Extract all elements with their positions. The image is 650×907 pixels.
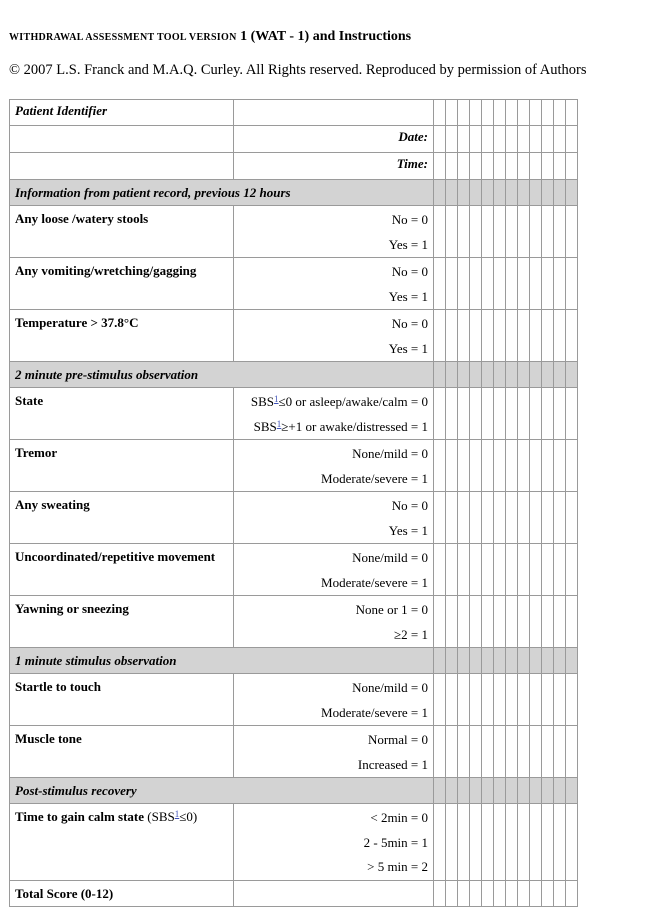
item-options: None/mild = 0 Moderate/severe = 1 [234,674,434,726]
score-entry-cell[interactable] [530,596,542,648]
score-entry-cell[interactable] [518,310,530,362]
score-entry-cell [434,180,446,206]
time-label: Time: [234,153,434,180]
score-entry-cell[interactable] [470,310,482,362]
score-entry-cell[interactable] [458,388,470,440]
score-entry-cell[interactable] [470,440,482,492]
score-entry-cell[interactable] [458,440,470,492]
section-post-stimulus-label: Post-stimulus recovery [10,778,434,804]
score-entry-cell [434,648,446,674]
score-entry-cell[interactable] [506,804,518,881]
score-entry-cell[interactable] [518,440,530,492]
score-entry-cell[interactable] [458,310,470,362]
score-entry-cell [542,778,554,804]
score-entry-cell[interactable] [530,674,542,726]
score-entry-cell[interactable] [506,126,518,153]
item-options: Normal = 0 Increased = 1 [234,726,434,778]
score-entry-cell[interactable] [494,388,506,440]
score-entry-cell[interactable] [530,440,542,492]
score-entry-cell[interactable] [542,206,554,258]
score-entry-cell[interactable] [446,388,458,440]
score-entry-cell[interactable] [458,126,470,153]
score-entry-cell[interactable] [518,153,530,180]
score-entry-cell[interactable] [566,206,578,258]
score-entry-cell[interactable] [566,596,578,648]
patient-identifier-row [10,100,578,126]
score-entry-cell[interactable] [506,880,518,906]
item-label: State [10,388,234,440]
score-entry-cell[interactable] [518,126,530,153]
item-options: No = 0 Yes = 1 [234,492,434,544]
score-entry-cell[interactable] [434,153,446,180]
score-entry-cell[interactable] [482,440,494,492]
score-entry-cell [482,648,494,674]
score-entry-cell[interactable] [470,596,482,648]
score-entry-cell[interactable] [434,674,446,726]
score-entry-cell[interactable] [530,544,542,596]
section-record-label: Information from patient record, previous 12 hours [10,180,434,206]
score-entry-cell[interactable] [542,880,554,906]
score-entry-cell[interactable] [542,492,554,544]
score-entry-cell[interactable] [470,544,482,596]
score-entry-cell[interactable] [506,492,518,544]
score-entry-cell[interactable] [566,258,578,310]
score-entry-cell[interactable] [458,544,470,596]
item-label: Any loose /watery stools [10,206,234,258]
item-label: Tremor [10,440,234,492]
score-entry-cell [470,778,482,804]
date-label: Date: [234,126,434,153]
score-entry-cell[interactable] [470,258,482,310]
score-entry-cell[interactable] [446,126,458,153]
score-entry-cell [470,180,482,206]
score-entry-cell[interactable] [458,492,470,544]
score-entry-cell [494,778,506,804]
score-entry-cell[interactable] [566,126,578,153]
score-entry-cell [506,362,518,388]
score-entry-cell[interactable] [554,258,566,310]
score-entry-cell[interactable] [494,804,506,881]
score-entry-cell[interactable] [470,126,482,153]
score-entry-cell[interactable] [530,310,542,362]
item-row-movement [10,544,578,596]
score-entry-cell[interactable] [554,674,566,726]
score-entry-cell[interactable] [554,153,566,180]
score-entry-cell[interactable] [482,492,494,544]
score-entry-cell[interactable] [434,492,446,544]
score-entry-cell [530,778,542,804]
score-entry-cell[interactable] [506,153,518,180]
score-entry-cell[interactable] [494,596,506,648]
score-entry-cell[interactable] [542,726,554,778]
score-entry-cell[interactable] [482,258,494,310]
item-label: Uncoordinated/repetitive movement [10,544,234,596]
item-options: No = 0 Yes = 1 [234,258,434,310]
score-entry-cell[interactable] [458,596,470,648]
score-entry-cell[interactable] [494,153,506,180]
score-entry-cell[interactable] [494,726,506,778]
score-entry-cell[interactable] [446,544,458,596]
score-entry-cell[interactable] [494,440,506,492]
score-entry-cell[interactable] [446,310,458,362]
score-entry-cell[interactable] [530,206,542,258]
score-entry-cell[interactable] [566,388,578,440]
score-entry-cell[interactable] [494,126,506,153]
score-entry-cell [554,362,566,388]
score-entry-cell [530,180,542,206]
score-entry-cell[interactable] [482,726,494,778]
score-entry-cell[interactable] [434,100,446,126]
score-entry-cell[interactable] [554,310,566,362]
item-row-state [10,388,578,440]
score-entry-cell[interactable] [566,440,578,492]
total-score-row [10,880,578,906]
item-row-yawning [10,596,578,648]
score-entry-cell[interactable] [434,388,446,440]
score-entry-cell[interactable] [470,492,482,544]
score-entry-cell [506,180,518,206]
score-entry-cell[interactable] [506,544,518,596]
score-entry-cell[interactable] [518,258,530,310]
patient-identifier-value[interactable] [234,100,434,126]
score-entry-cell[interactable] [518,388,530,440]
score-entry-cell[interactable] [542,153,554,180]
score-entry-cell [494,648,506,674]
score-entry-cell [506,778,518,804]
score-entry-cell[interactable] [518,544,530,596]
score-entry-cell[interactable] [554,100,566,126]
section-pre-stimulus-label: 2 minute pre-stimulus observation [10,362,434,388]
score-entry-cell [542,648,554,674]
score-entry-cell[interactable] [470,726,482,778]
section-stimulus-label: 1 minute stimulus observation [10,648,434,674]
reference-link[interactable]: 1 [276,418,282,429]
score-entry-cell[interactable] [470,100,482,126]
score-entry-cell[interactable] [530,492,542,544]
score-entry-cell[interactable] [530,388,542,440]
score-entry-cell [494,362,506,388]
score-entry-cell [482,180,494,206]
score-entry-cell[interactable] [518,880,530,906]
score-entry-cell[interactable] [458,258,470,310]
score-entry-cell [482,778,494,804]
item-options: < 2min = 0 2 - 5min = 1 > 5 min = 2 [234,804,434,881]
score-entry-cell[interactable] [542,596,554,648]
score-entry-cell[interactable] [566,804,578,881]
score-entry-cell[interactable] [530,126,542,153]
date-row [10,126,578,153]
score-entry-cell [530,648,542,674]
score-entry-cell [542,180,554,206]
document-title [9,29,411,45]
item-options: None/mild = 0 Moderate/severe = 1 [234,440,434,492]
score-entry-cell[interactable] [434,880,446,906]
score-entry-cell[interactable] [530,804,542,881]
item-row-vomiting [10,258,578,310]
score-entry-cell[interactable] [554,492,566,544]
score-entry-cell [458,362,470,388]
score-entry-cell[interactable] [482,674,494,726]
score-entry-cell[interactable] [470,153,482,180]
score-entry-cell [446,778,458,804]
score-entry-cell[interactable] [542,258,554,310]
score-entry-cell[interactable] [530,153,542,180]
wat-form-table [9,99,578,907]
item-row-startle [10,674,578,726]
score-entry-cell[interactable] [554,880,566,906]
score-entry-cell[interactable] [554,596,566,648]
item-label: Time to gain calm state (SBS$^1$≤0) [10,804,234,881]
score-entry-cell[interactable] [458,206,470,258]
score-entry-cell[interactable] [554,388,566,440]
score-entry-cell[interactable] [494,310,506,362]
section-stimulus [10,648,578,674]
score-entry-cell[interactable] [458,880,470,906]
score-entry-cell [446,648,458,674]
score-entry-cell[interactable] [518,726,530,778]
score-entry-cell[interactable] [566,880,578,906]
score-entry-cell[interactable] [506,100,518,126]
score-entry-cell[interactable] [554,804,566,881]
score-entry-cell[interactable] [542,544,554,596]
score-entry-cell[interactable] [470,206,482,258]
score-entry-cell[interactable] [530,726,542,778]
score-entry-cell[interactable] [554,126,566,153]
score-entry-cell [434,778,446,804]
score-entry-cell[interactable] [506,674,518,726]
item-row-sweating [10,492,578,544]
score-entry-cell [470,648,482,674]
patient-identifier-label: Patient Identifier [10,100,234,126]
score-entry-cell[interactable] [566,492,578,544]
score-entry-cell[interactable] [446,440,458,492]
score-entry-cell[interactable] [434,126,446,153]
score-entry-cell[interactable] [506,388,518,440]
score-entry-cell[interactable] [566,674,578,726]
score-entry-cell [566,778,578,804]
score-entry-cell[interactable] [458,674,470,726]
score-entry-cell [554,180,566,206]
score-entry-cell [554,778,566,804]
score-entry-cell[interactable] [482,310,494,362]
score-entry-cell[interactable] [518,596,530,648]
score-entry-cell[interactable] [506,726,518,778]
score-entry-cell[interactable] [566,726,578,778]
score-entry-cell[interactable] [566,310,578,362]
score-entry-cell[interactable] [482,804,494,881]
score-entry-cell[interactable] [482,100,494,126]
score-entry-cell[interactable] [446,206,458,258]
score-entry-cell[interactable] [566,153,578,180]
item-options: None/mild = 0 Moderate/severe = 1 [234,544,434,596]
score-entry-cell [530,362,542,388]
score-entry-cell[interactable] [554,440,566,492]
score-entry-cell [506,648,518,674]
title-rest: 1 (WAT - 1) and Instructions [240,29,412,44]
score-entry-cell [458,180,470,206]
score-entry-cell [518,648,530,674]
score-entry-cell[interactable] [530,100,542,126]
score-entry-cell[interactable] [506,440,518,492]
score-entry-cell[interactable] [554,544,566,596]
score-entry-cell[interactable] [482,126,494,153]
score-entry-cell[interactable] [494,100,506,126]
score-entry-cell[interactable] [458,804,470,881]
score-entry-cell[interactable] [446,258,458,310]
section-pre-stimulus [10,362,578,388]
score-entry-cell[interactable] [518,804,530,881]
copyright-line: © 2007 L.S. Franck and M.A.Q. Curley. All Rights reserved. Reproduced by permission of Authors [9,62,587,78]
item-row-tremor [10,440,578,492]
score-entry-cell[interactable] [446,880,458,906]
score-entry-cell[interactable] [554,206,566,258]
score-entry-cell [458,778,470,804]
score-entry-cell[interactable] [506,596,518,648]
title-smallcaps: WITHDRAWAL ASSESSMENT TOOL VERSION [9,32,237,43]
score-entry-cell[interactable] [542,388,554,440]
score-entry-cell[interactable] [494,880,506,906]
score-entry-cell [482,362,494,388]
item-options: No = 0 Yes = 1 [234,206,434,258]
score-entry-cell[interactable] [434,310,446,362]
section-record [10,180,578,206]
score-entry-cell[interactable] [434,726,446,778]
score-entry-cell[interactable] [494,674,506,726]
score-entry-cell[interactable] [446,492,458,544]
score-entry-cell[interactable] [494,206,506,258]
score-entry-cell[interactable] [542,310,554,362]
score-entry-cell[interactable] [470,804,482,881]
score-entry-cell[interactable] [554,726,566,778]
score-entry-cell[interactable] [482,153,494,180]
score-entry-cell[interactable] [434,440,446,492]
score-entry-cell[interactable] [542,804,554,881]
score-entry-cell [566,648,578,674]
item-options: None or 1 = 0 ≥2 = 1 [234,596,434,648]
score-entry-cell[interactable] [482,544,494,596]
score-entry-cell[interactable] [446,674,458,726]
score-entry-cell[interactable] [446,596,458,648]
score-entry-cell[interactable] [470,388,482,440]
score-entry-cell[interactable] [482,388,494,440]
score-entry-cell[interactable] [494,492,506,544]
item-row-muscle-tone [10,726,578,778]
score-entry-cell [566,180,578,206]
score-entry-cell[interactable] [506,206,518,258]
score-entry-cell [434,362,446,388]
score-entry-cell[interactable] [494,258,506,310]
reference-link[interactable]: 1 [274,394,279,404]
score-entry-cell [446,180,458,206]
score-entry-cell [542,362,554,388]
item-label: Startle to touch [10,674,234,726]
item-row-calm-state [10,804,578,881]
score-entry-cell[interactable] [446,726,458,778]
score-entry-cell[interactable] [506,258,518,310]
score-entry-cell[interactable] [458,100,470,126]
score-entry-cell[interactable] [530,258,542,310]
score-entry-cell[interactable] [566,544,578,596]
score-entry-cell[interactable] [506,310,518,362]
item-label: Yawning or sneezing [10,596,234,648]
score-entry-cell[interactable] [482,596,494,648]
score-entry-cell [446,362,458,388]
item-options: No = 0 Yes = 1 [234,310,434,362]
score-entry-cell[interactable] [446,100,458,126]
score-entry-cell [566,362,578,388]
item-options: SBS$^1$≤0 or asleep/awake/calm = 0 SBS$^1$≥+1 or awake/distressed = 1 [234,388,434,440]
reference-link[interactable]: 1 [174,809,180,819]
score-entry-cell[interactable] [542,126,554,153]
score-entry-cell[interactable] [434,596,446,648]
score-entry-cell [554,648,566,674]
score-entry-cell [518,362,530,388]
score-entry-cell[interactable] [434,206,446,258]
item-label: Any vomiting/wretching/gagging [10,258,234,310]
item-label: Any sweating [10,492,234,544]
score-entry-cell[interactable] [518,100,530,126]
score-entry-cell[interactable] [434,804,446,881]
score-entry-cell[interactable] [518,206,530,258]
score-entry-cell[interactable] [542,100,554,126]
score-entry-cell[interactable] [446,153,458,180]
score-entry-cell[interactable] [434,258,446,310]
score-entry-cell[interactable] [542,674,554,726]
score-entry-cell [470,362,482,388]
section-post-stimulus [10,778,578,804]
score-entry-cell[interactable] [470,880,482,906]
item-label: Muscle tone [10,726,234,778]
score-entry-cell [458,648,470,674]
score-entry-cell[interactable] [458,726,470,778]
score-entry-cell [494,180,506,206]
score-entry-cell[interactable] [494,544,506,596]
score-entry-cell[interactable] [458,153,470,180]
score-entry-cell[interactable] [518,674,530,726]
item-label: Temperature > 37.8°C [10,310,234,362]
item-row-temperature [10,310,578,362]
score-entry-cell [518,180,530,206]
score-entry-cell[interactable] [434,544,446,596]
score-entry-cell[interactable] [482,880,494,906]
score-entry-cell[interactable] [470,674,482,726]
score-entry-cell[interactable] [530,880,542,906]
score-entry-cell[interactable] [518,492,530,544]
total-score-label: Total Score (0-12) [10,880,234,906]
score-entry-cell[interactable] [446,804,458,881]
time-row [10,153,578,180]
score-entry-cell[interactable] [542,440,554,492]
item-row-stools [10,206,578,258]
score-entry-cell[interactable] [482,206,494,258]
score-entry-cell [518,778,530,804]
score-entry-cell[interactable] [566,100,578,126]
